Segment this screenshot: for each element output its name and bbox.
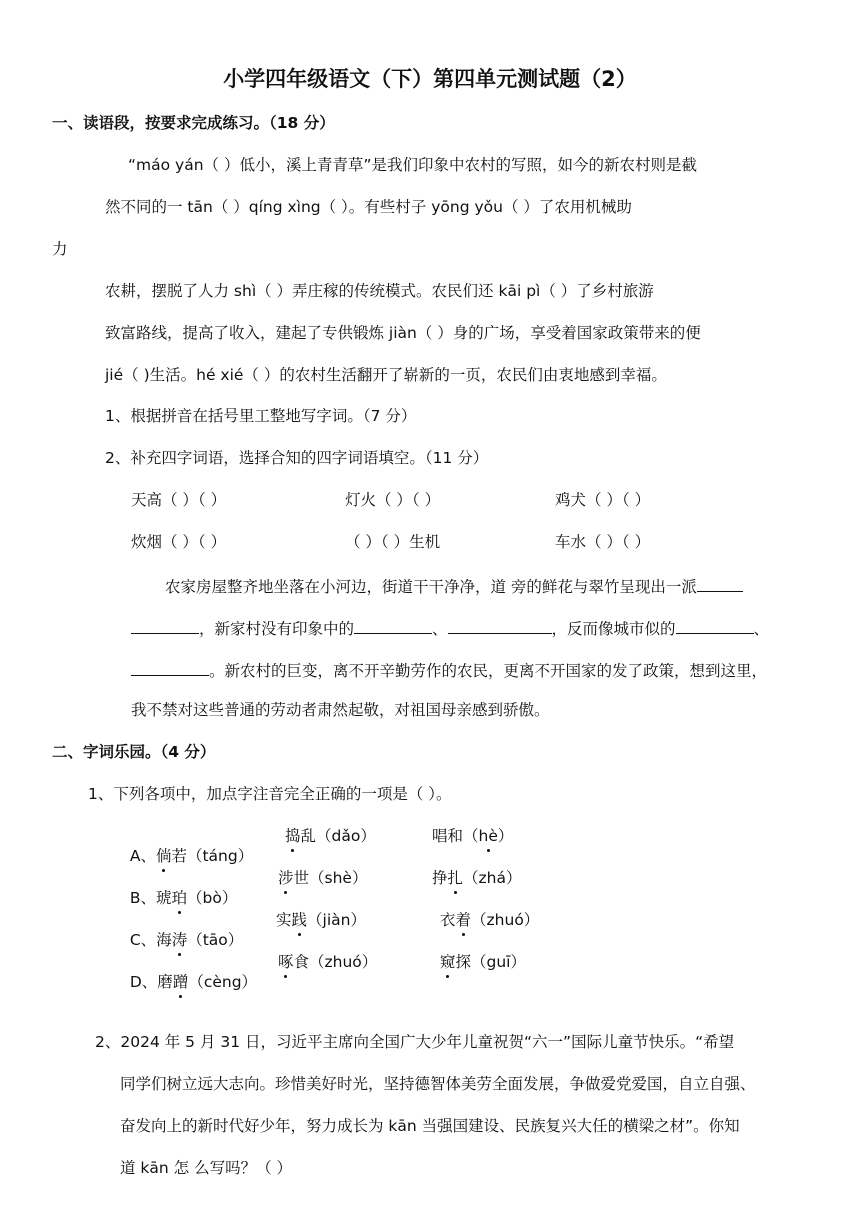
option-c-word-3: 衣着（zhuó） [440,911,540,929]
dotted-char: 蹭 [172,973,189,991]
question-2-2-line-3: 奋发向上的新时代好少年，努力成长为 kān 当强国建设、民族复兴大任的横梁之材”。你知 [120,1117,740,1135]
option-b-word-3: 挣扎（zhá） [432,869,522,887]
answer-blank [676,616,754,634]
dotted-char: 践 [291,911,308,929]
answer-blank [131,616,199,634]
dotted-char: 着 [455,911,472,929]
section-1-heading: 一、读语段，按要求完成练习。（18 分） [52,114,335,132]
option-b: B、琥珀（bò） [129,889,238,907]
question-1-2: 2、补充四字词语，选择合知的四字词语填空。（11 分） [105,449,489,467]
question-2-2-line-4: 道 kān 怎 么写吗？（ ） [120,1159,293,1177]
dotted-char: 倘 [155,847,172,865]
dotted-char: 啄 [278,953,294,971]
option-a-word-3: 唱和（hè） [432,827,514,845]
question-2-1: 1、下列各项中，加点字注音完全正确的一项是（ ）。 [88,785,452,803]
dotted-char: 捣 [285,827,301,845]
question-1-1: 1、根据拼音在括号里工整地写字词。（7 分） [105,407,417,425]
fill-paragraph-line-4: 我不禁对这些普通的劳动者肃然起敬，对祖国母亲感到骄傲。 [131,701,550,719]
question-2-2-line-1: 2、2024 年 5 月 31 日，习近平主席向全国广大少年儿童祝贺“六一”国际儿童节快乐。“希望 [95,1033,735,1051]
passage-line-6: jié（ )生活。hé xié（ ）的农村生活翻开了崭新的一页，农民们由衷地感到幸福。 [105,366,667,384]
option-d-word-3: 窥探（guī） [440,953,526,971]
answer-blank [448,616,552,634]
fill-paragraph-line-1: 农家房屋整齐地坐落在小河边，街道干干净净，道 旁的鲜花与翠竹呈现出一派 [165,574,743,597]
section-2-heading: 二、字词乐园。（4 分） [52,743,216,761]
fill-paragraph-line-2: ，新家村没有印象中的 、 ，反而像城市似的 、 [131,616,769,639]
idiom-blank: 车水（ ）（ ） [555,533,651,551]
dotted-char: 珀 [171,889,188,907]
answer-blank [131,658,209,676]
passage-line-1: “máo yán（ ）低小，溪上青青草”是我们印象中农村的写照，如今的新农村则是截 [128,156,697,174]
answer-blank [354,616,432,634]
page-title: 小学四年级语文（下）第四单元测试题（2） [223,67,637,91]
question-2-2-line-2: 同学们树立远大志向。珍惜美好时光，坚持德智体美劳全面发展，争做爱党爱国，自立自强、 [120,1075,756,1093]
idiom-blank: （ ）（ ）生机 [345,533,441,551]
dotted-char: hè [478,827,498,845]
dotted-char: 扎 [447,869,464,887]
idiom-blank: 鸡犬（ ）（ ） [555,491,651,509]
idiom-blank: 灯火（ ）（ ） [345,491,441,509]
option-a: A、倘若（táng） [129,847,254,865]
option-a-word-2: 捣乱（dǎo） [285,827,376,845]
passage-line-2: 然不同的一 tān（ ）qíng xìng（ ）。有些村子 yōng yǒu（ ）了农用机械助 [105,198,632,216]
idiom-blank: 炊烟（ ）（ ） [131,533,227,551]
passage-line-5: 致富路线，提高了收入，建起了专供锻炼 jiàn（ ）身的广场，享受着国家政策带来的便 [105,324,701,342]
answer-blank [697,574,743,592]
idiom-blank: 天高（ ）（ ） [131,491,227,509]
dotted-char: 窥 [440,953,456,971]
fill-paragraph-line-3: 。新农村的巨变，离不开辛勤劳作的农民，更离不开国家的发了政策，想到这里， [131,658,767,681]
option-d-word-2: 啄食（zhuó） [278,953,378,971]
passage-line-3: 力 [52,240,68,258]
option-b-word-2: 涉世（shè） [278,869,368,887]
option-c-word-2: 实践（jiàn） [276,911,366,929]
passage-line-4: 农耕，摆脱了人力 shì（ ）弄庄稼的传统模式。农民们还 kāi pì（ ）了乡村旅游 [105,282,654,300]
dotted-char: 涛 [171,931,188,949]
option-c: C、海涛（tāo） [129,931,244,949]
dotted-char: 涉 [278,869,294,887]
option-d: D、磨蹭（cèng） [129,973,258,991]
